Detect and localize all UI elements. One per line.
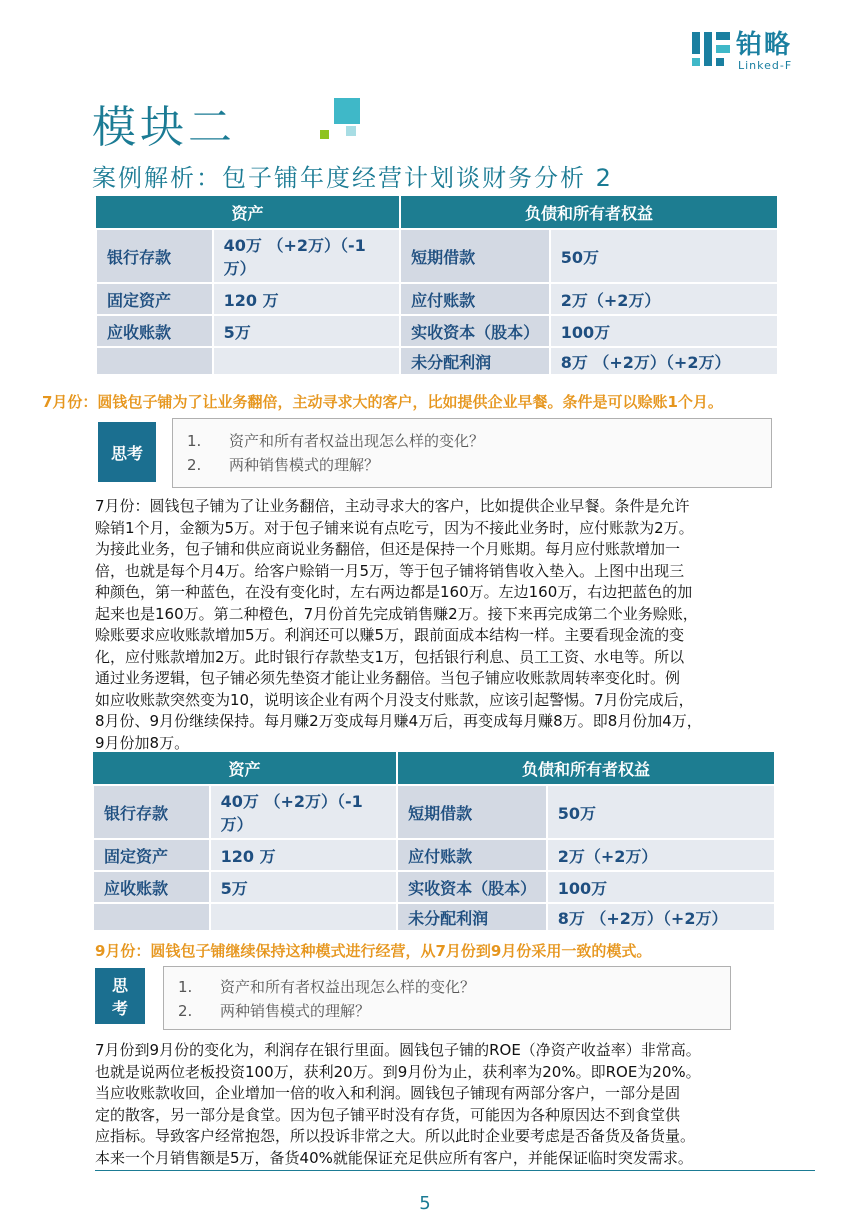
think-question: 1. 资产和所有者权益出现怎么样的变化？ [178, 978, 476, 996]
cell-value: 50万 [550, 229, 778, 283]
cell-value: 100万 [550, 315, 778, 347]
cell-label [93, 903, 210, 931]
cell-label: 固定资产 [96, 283, 213, 315]
cell-label: 未分配利润 [397, 903, 547, 931]
think-tag-bottom: 考 [111, 999, 128, 1018]
cell-value [213, 347, 400, 375]
cell-value: 5万 [210, 871, 397, 903]
think-questions-box [163, 966, 731, 1030]
footer-divider [95, 1170, 815, 1171]
cell-value: 8万 （+2万）（+2万） [547, 903, 775, 931]
deco-square-cyan [334, 98, 360, 124]
header-liabilities-equity: 负债和所有者权益 [397, 752, 775, 785]
cell-value: 100万 [547, 871, 775, 903]
cell-label: 应收账款 [96, 315, 213, 347]
july-analysis-paragraph: 7月份：圆钱包子铺为了让业务翻倍，主动寻求大的客户，比如提供企业早餐。条件是允许 赊销1个月，金额为5万。对于包子铺来说有点吃亏，因为不接此业务时，应付账款为2万。 为接此业务，包子铺和供应商说业务翻倍，但还是保持一个月账期。每月应付账款增加一 倍，也就是每个月4万。给客户赊销一月5万，等于包子铺将销售收入垫入。上图中出现三 种颜色，第一种蓝色，在没有变化时，左右两边都是160万。左边160万，右边把蓝色的加 起来也是160万。第二种橙色，7月份首先完成销售赚2万。接下来再完成第二个业务赊账， 赊账要求应收账款增加5万。利润还可以赚5万，跟前面成本结构一样。主要看现金流的变 化，应付账款增加2万。此时银行存款垫支1万，包括银行利息、员工工资、水电等。所以 通过业务逻辑，包子铺必须先垫资才能让业务翻倍。当包子铺应收账款周转率变化时。例 如应收账款突然变为10，说明该企业有两个月没支付账款，应该引起警惕。7月份完成后， 8月份、9月份继续保持。每月赚2万变成每月赚4万后，再变成每月赚8万。即8月份加4万， 9月份加8万。 [95, 497, 702, 752]
cell-label: 短期借款 [400, 229, 550, 283]
module-title: 模块二 [92, 102, 236, 153]
cell-value: 2万（+2万） [547, 839, 775, 871]
september-summary-line: 9月份：圆钱包子铺继续保持这种模式进行经营，从7月份到9月份采用一致的模式。 [95, 942, 652, 960]
cell-value: 5万 [213, 315, 400, 347]
think-tag-label: 思考 [110, 443, 143, 463]
think-tag-top: 思 [111, 976, 128, 995]
header-assets: 资产 [93, 752, 397, 785]
cell-value: 2万（+2万） [550, 283, 778, 315]
cell-label: 应收账款 [93, 871, 210, 903]
cell-label: 固定资产 [93, 839, 210, 871]
header-liabilities-equity: 负债和所有者权益 [400, 196, 778, 229]
cell-value: 8万 （+2万）（+2万） [550, 347, 778, 375]
cell-label: 短期借款 [397, 785, 547, 839]
think-tag [98, 422, 156, 482]
cell-value: 120 万 [210, 839, 397, 871]
cell-value: 40万 （+2万）（-1万） [213, 229, 400, 283]
july-summary-line: 7月份：圆钱包子铺为了让业务翻倍，主动寻求大的客户，比如提供企业早餐。条件是可以赊账1个月。 [42, 393, 723, 411]
think-question: 2. 两种销售模式的理解？ [187, 456, 380, 474]
cell-value [210, 903, 397, 931]
balance-sheet-table-1 [95, 196, 779, 376]
think-question: 2. 两种销售模式的理解？ [178, 1002, 371, 1020]
cell-label: 应付账款 [400, 283, 550, 315]
cell-label: 应付账款 [397, 839, 547, 871]
page-number: 5 [419, 1193, 431, 1214]
cell-label: 银行存款 [96, 229, 213, 283]
balance-sheet-table-2 [92, 752, 776, 932]
think-questions-box [172, 418, 772, 488]
header-assets: 资产 [96, 196, 400, 229]
cell-label: 未分配利润 [400, 347, 550, 375]
september-analysis-paragraph: 7月份到9月份的变化为，利润存在银行里面。圆钱包子铺的ROE（净资产收益率）非常高。 也就是说两位老板投资100万，获利20万。到9月份为止，获利率为20%。即ROE为20%。 当应收账款收回，企业增加一倍的收入和利润。圆钱包子铺现有两部分客户，一部分是固 定的散客，另一部分是食堂。因为包子铺平时没有存货，可能因为各种原因达不到食堂供 应指标。导致客户经常抱怨，所以投诉非常之大。所以此时企业要考虑是否备货及备货量。 本来一个月销售额是5万，备货40%就能保证充足供应所有客户，并能保证临时突发需求。 [95, 1041, 701, 1167]
deco-square-cyan-small [346, 126, 356, 136]
page-subtitle: 案例解析：包子铺年度经营计划谈财务分析 2 [92, 164, 613, 192]
cell-label: 银行存款 [93, 785, 210, 839]
cell-value: 40万 （+2万）（-1万） [210, 785, 397, 839]
cell-value: 50万 [547, 785, 775, 839]
think-question: 1. 资产和所有者权益出现怎么样的变化？ [187, 432, 485, 450]
logo-name-cn: 铂略 [736, 30, 793, 60]
brand-logo [692, 30, 822, 74]
cell-value: 120 万 [213, 283, 400, 315]
cell-label: 实收资本（股本） [397, 871, 547, 903]
linkedf-logo-icon [692, 30, 732, 70]
think-tag [95, 968, 145, 1024]
cell-label: 实收资本（股本） [400, 315, 550, 347]
cell-label [96, 347, 213, 375]
deco-square-green [320, 130, 329, 139]
logo-name-en: Linked-F [738, 59, 793, 72]
